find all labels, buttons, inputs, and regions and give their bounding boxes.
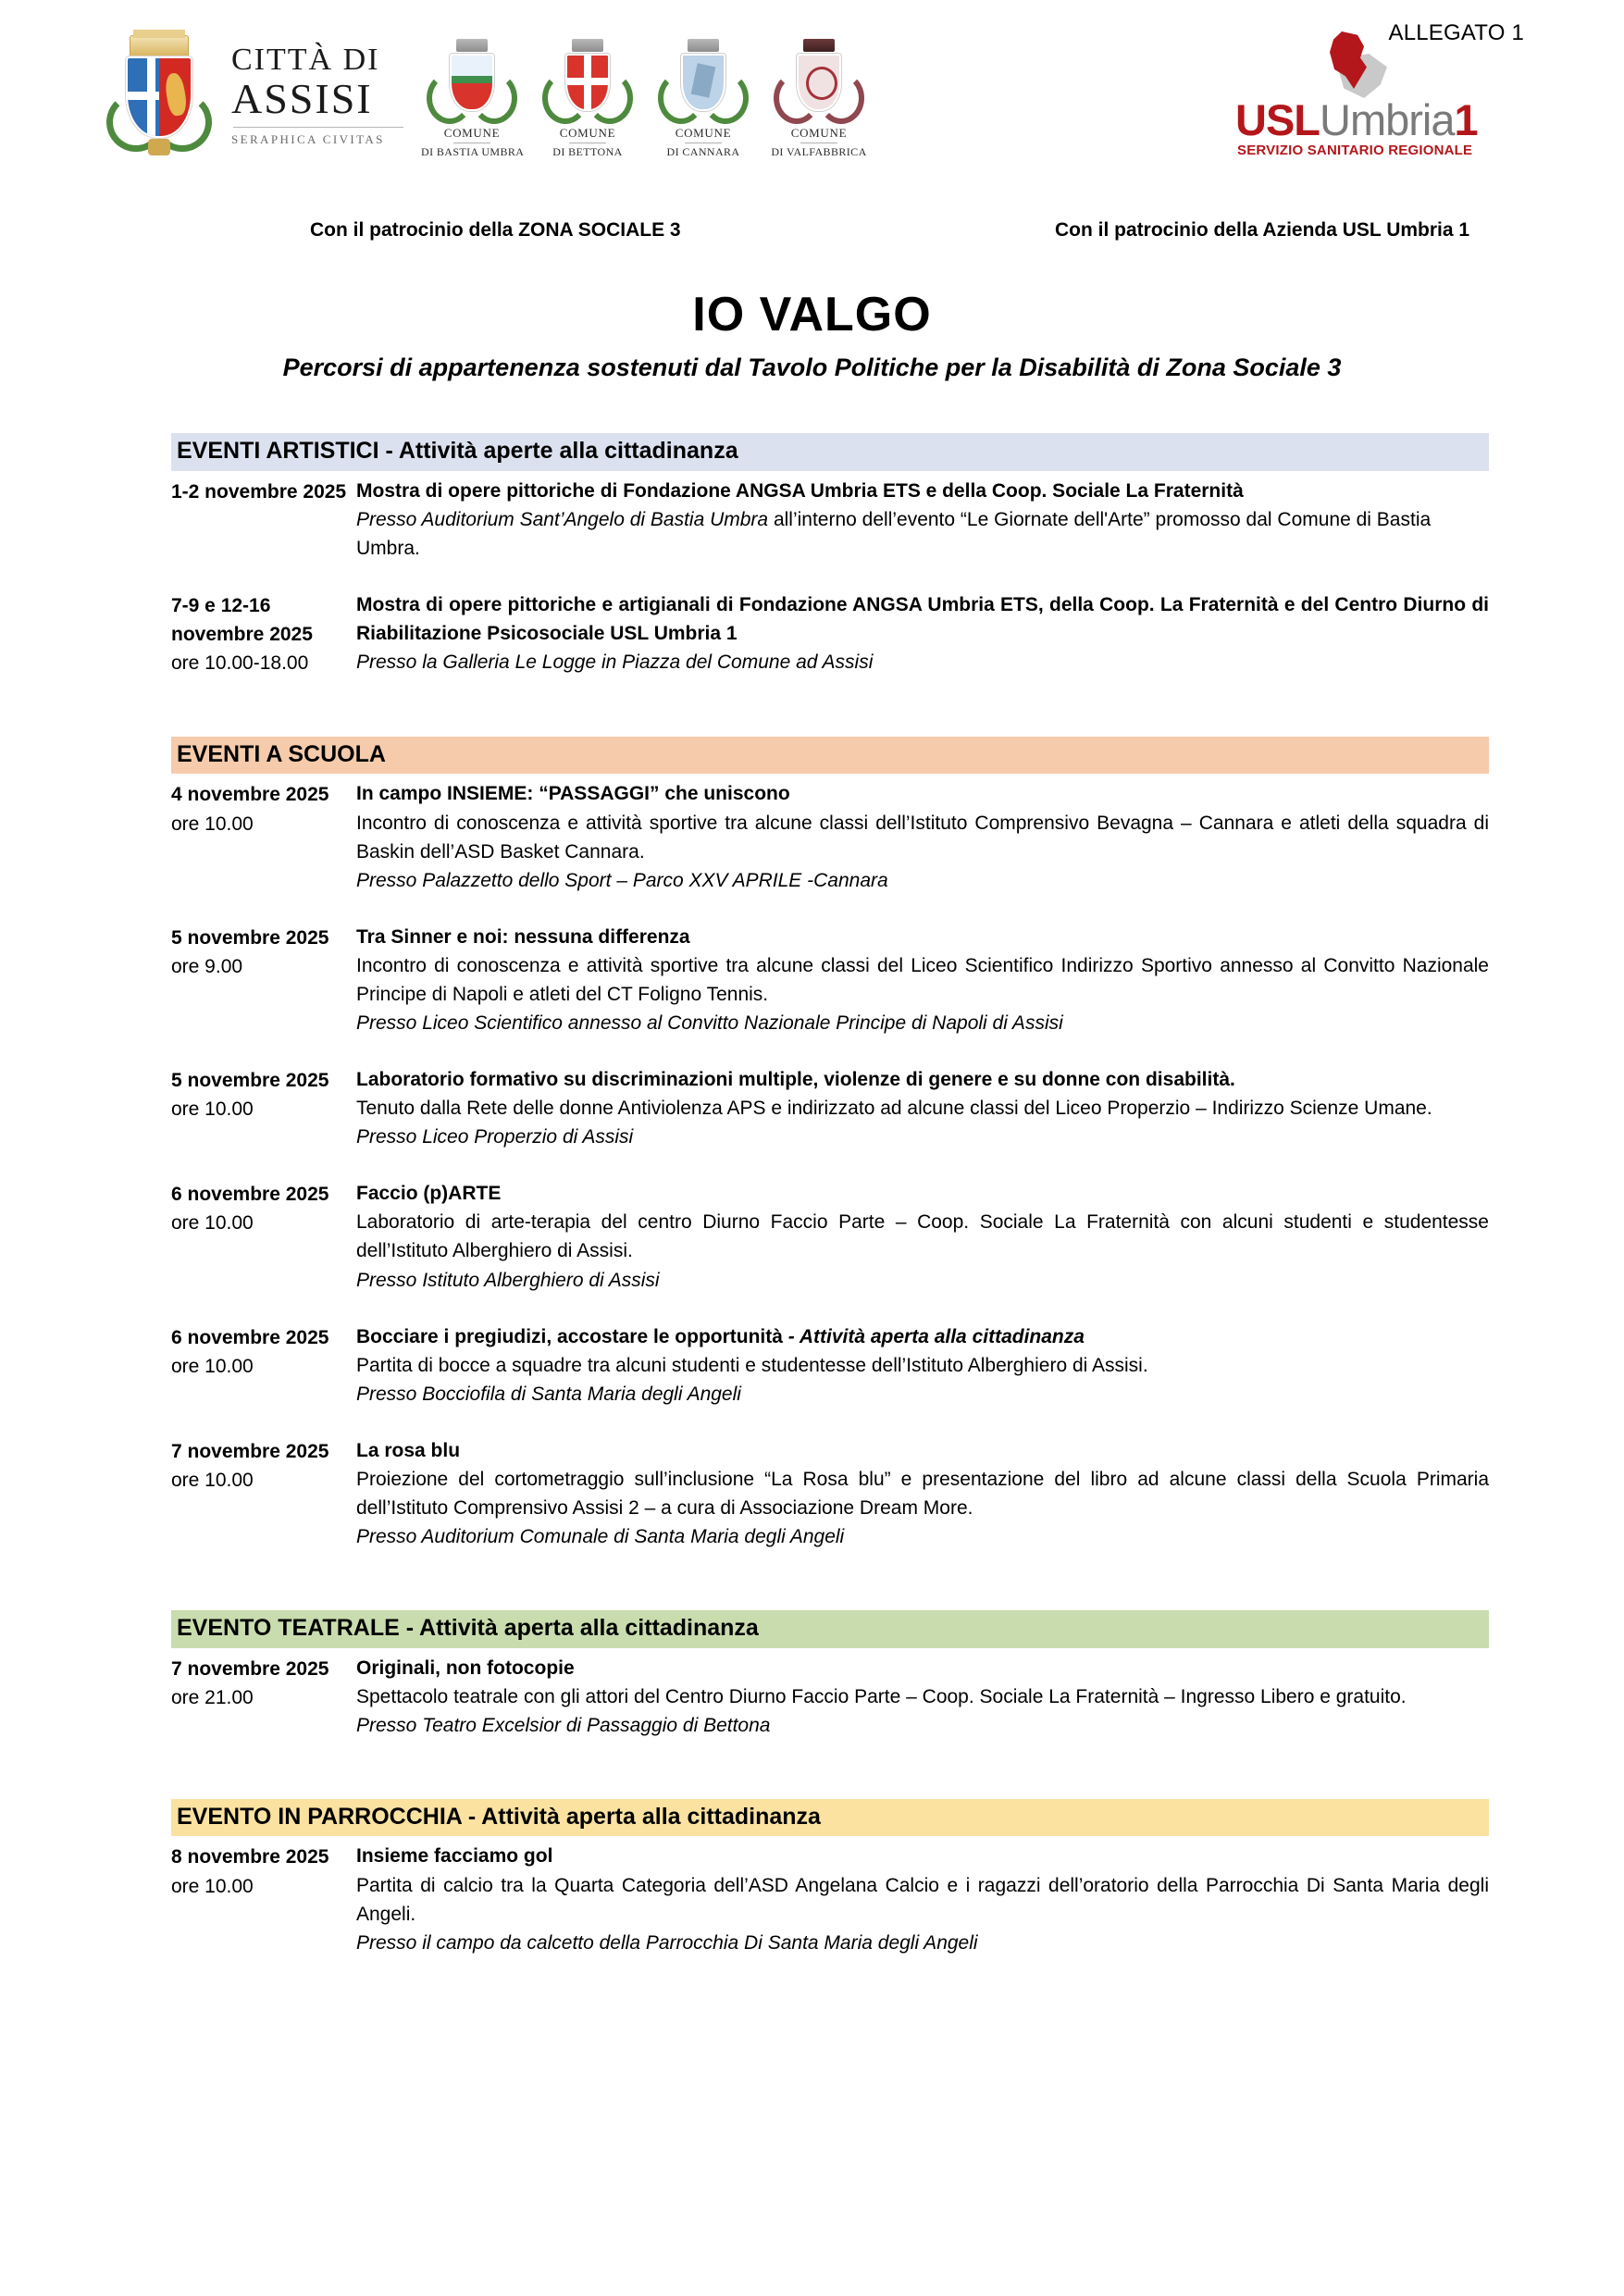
event-time: ore 10.00 [171, 813, 254, 835]
event-date: 7-9 e 12-16 novembre 2025 [171, 594, 313, 645]
event-title [356, 477, 1489, 505]
assisi-logo-line2: ASSISI [231, 74, 373, 122]
assisi-logo-line1: CITTÀ DI [231, 42, 380, 77]
event-body [356, 1842, 1489, 1956]
coat-of-arms-icon [421, 39, 523, 128]
event-place-text: Presso Teatro Excelsior di Passaggio di Bettona [356, 1714, 771, 1736]
event-time: ore 10.00-18.00 [171, 652, 309, 674]
comune-label-bottom: DI CANNARA [666, 145, 740, 158]
event-date: 5 novembre 2025 [171, 926, 329, 949]
event-body [356, 1654, 1489, 1740]
event-place-text: Presso Auditorium Comunale di Santa Maria degli Angeli [356, 1526, 845, 1548]
event-date: 8 novembre 2025 [171, 1846, 329, 1868]
event-description: Tenuto dalla Rete delle donne Antiviolenza APS e indirizzato ad alcune classi del Liceo Properzio – Indirizzo Scienze Umane. [356, 1098, 1432, 1120]
laurel-wreath-icon [105, 105, 214, 155]
event-description: Laboratorio di arte-terapia del centro Diurno Faccio Parte – Coop. Sociale La Fraternità con alcuni studenti e studentesse dell’Istituto Alberghiero di Assisi. [356, 1211, 1489, 1262]
event-title-text: Mostra di opere pittoriche di Fondazione ANGSA Umbria ETS e della Coop. Sociale La Fraternità [356, 479, 1244, 502]
event-title-text: Originali, non fotocopie [356, 1657, 575, 1679]
comune-valfabbrica-logo [768, 39, 870, 158]
event-place [356, 1711, 1489, 1740]
event-body [356, 923, 1489, 1037]
crown-icon [130, 35, 189, 57]
event-entry [171, 1654, 1489, 1740]
event-entry [171, 477, 1489, 563]
citta-di-assisi-logo [100, 31, 405, 157]
event-title-text: La rosa blu [356, 1439, 461, 1461]
event-entry [171, 1842, 1489, 1956]
coat-of-arms-icon [652, 39, 754, 128]
comune-label-bottom: DI BETTONA [552, 145, 623, 158]
event-title-text: Mostra di opere pittoriche e artigianali di Fondazione ANGSA Umbria ETS, della Coop. La Fraternità e del Centro Diurno di Riabilitazione Psicosociale USL Umbria 1 [356, 593, 1489, 644]
usl-word-2: Umbria [1320, 95, 1455, 144]
allegato-label: ALLEGATO 1 [1388, 20, 1524, 45]
event-entry [171, 779, 1489, 894]
umbria-map-icon [1324, 30, 1393, 100]
comune-label-top: COMUNE [559, 126, 616, 140]
event-entry [171, 923, 1489, 1037]
comune-bettona-logo [537, 39, 638, 158]
section-heading-evento-teatrale: EVENTO TEATRALE - Attività aperta alla cittadinanza [171, 1610, 1489, 1648]
event-time: ore 9.00 [171, 955, 243, 977]
event-place [356, 1009, 1489, 1037]
assisi-logo-line3: SERAPHICA CIVITAS [231, 131, 385, 146]
event-place [356, 1522, 1489, 1551]
event-title-text: Laboratorio formativo su discriminazioni multiple, violenze di genere e su donne con disabilità. [356, 1069, 1235, 1091]
event-place-text: Presso Liceo Scientifico annesso al Convitto Nazionale Principe di Napoli di Assisi [356, 1012, 1063, 1035]
event-time: ore 21.00 [171, 1686, 254, 1708]
event-entry [171, 1436, 1489, 1551]
event-when [171, 477, 356, 506]
usl-umbria-1-logo [1235, 30, 1513, 159]
event-place-text: Presso Istituto Alberghiero di Assisi [356, 1269, 660, 1291]
event-when [171, 1322, 356, 1381]
section-heading-evento-in-parrocchia: EVENTO IN PARROCCHIA - Attività aperta alla cittadinanza [171, 1799, 1489, 1837]
assisi-logo-divider [233, 127, 403, 128]
event-when [171, 923, 356, 981]
event-date: 6 novembre 2025 [171, 1326, 329, 1348]
section-heading-eventi-artistici: EVENTI ARTISTICI - Attività aperte alla cittadinanza [171, 433, 1489, 471]
comune-cannara-logo [652, 39, 754, 158]
event-title [356, 590, 1489, 648]
event-when [171, 779, 356, 838]
comune-label-bottom: DI VALFABBRICA [771, 145, 867, 158]
event-title [356, 1842, 1489, 1870]
coat-of-arms-icon [537, 39, 638, 128]
event-place [356, 1929, 1489, 1957]
event-time: ore 10.00 [171, 1212, 254, 1235]
event-body [356, 1322, 1489, 1409]
coat-of-arms-icon [768, 39, 870, 128]
comune-label-top: COMUNE [790, 126, 848, 140]
usl-word-3: 1 [1454, 95, 1478, 144]
event-date: 5 novembre 2025 [171, 1070, 329, 1092]
comune-bastia-umbra-logo [421, 39, 525, 158]
event-title-text: Faccio (p)ARTE [356, 1183, 502, 1205]
event-date: 1-2 novembre 2025 [171, 480, 347, 503]
event-title [356, 1179, 1489, 1208]
event-description: Spettacolo teatrale con gli attori del Centro Diurno Faccio Parte – Coop. Sociale La Fraternità – Ingresso Libero e gratuito. [356, 1685, 1407, 1707]
event-when [171, 1179, 356, 1237]
event-time: ore 10.00 [171, 1098, 254, 1121]
event-title [356, 1654, 1489, 1682]
event-place [356, 1266, 1489, 1295]
event-title-text: Tra Sinner e noi: nessuna differenza [356, 925, 690, 948]
usl-logo-wordmark [1235, 95, 1513, 144]
event-body [356, 477, 1489, 563]
event-place-note: all’interno dell’evento “Le Giornate dell'Arte” promosso dal Comune di Bastia Umbra. [356, 508, 1432, 559]
patrocinio-usl: Con il patrocinio della Azienda USL Umbria 1 [1055, 219, 1470, 241]
comune-label-bottom: DI BASTIA UMBRA [421, 145, 525, 158]
event-title [356, 1436, 1489, 1465]
event-place-text: Presso la Galleria Le Logge in Piazza del Comune ad Assisi [356, 651, 874, 673]
page-subtitle: Percorsi di appartenenza sostenuti dal Tavolo Politiche per la Disabilità di Zona Sociale 3 [282, 354, 1342, 381]
event-when [171, 1436, 356, 1495]
event-body [356, 779, 1489, 894]
event-place-text: Presso Bocciofila di Santa Maria degli Angeli [356, 1383, 741, 1405]
comune-label-top: COMUNE [443, 126, 501, 140]
event-place [356, 866, 1489, 895]
event-time: ore 10.00 [171, 1355, 254, 1377]
event-date: 7 novembre 2025 [171, 1440, 329, 1462]
event-date: 4 novembre 2025 [171, 784, 329, 806]
event-description: Incontro di conoscenza e attività sportive tra alcune classi dell’Istituto Comprensivo Bevagna – Cannara e atleti della squadra di Baskin dell’ASD Basket Cannara. [356, 812, 1489, 863]
assisi-coat-of-arms-icon [100, 31, 218, 157]
event-entry [171, 1065, 1489, 1151]
event-place [356, 1380, 1489, 1409]
event-body [356, 1065, 1489, 1151]
event-entry [171, 1179, 1489, 1294]
usl-word-1: USL [1235, 95, 1320, 144]
event-description: Partita di bocce a squadre tra alcuni studenti e studentesse dell’Istituto Alberghiero di Assisi. [356, 1354, 1148, 1376]
event-place-text: Presso Auditorium Sant’Angelo di Bastia Umbra [356, 508, 769, 530]
event-time: ore 10.00 [171, 1469, 254, 1491]
event-body [356, 1436, 1489, 1551]
event-entry [171, 590, 1489, 677]
comune-label-top: COMUNE [675, 126, 732, 140]
page-title: IO VALGO [692, 288, 932, 341]
event-title [356, 779, 1489, 808]
section-gap [171, 1579, 1489, 1610]
event-title-text: Insieme facciamo gol [356, 1845, 553, 1868]
event-description: Incontro di conoscenza e attività sportive tra alcune classi del Liceo Scientifico Indirizzo Sportivo annesso al Convitto Nazionale Principe di Napoli e atleti del CT Foligno Tennis. [356, 954, 1489, 1005]
event-date: 7 novembre 2025 [171, 1657, 329, 1680]
event-place [356, 1123, 1489, 1151]
event-place [356, 648, 1489, 676]
event-title [356, 1322, 1489, 1351]
events-container [171, 433, 1489, 1985]
assisi-logo-text [231, 44, 403, 145]
event-description: Proiezione del cortometraggio sull’inclusione “La Rosa blu” e presentazione del libro ad alcune classi della Scuola Primaria dell’Istituto Comprensivo Assisi 2 – a cura di Associazione Dream More. [356, 1468, 1489, 1520]
event-title [356, 1065, 1489, 1094]
event-title-text: In campo INSIEME: “PASSAGGI” che uniscono [356, 783, 790, 805]
event-date: 6 novembre 2025 [171, 1184, 329, 1206]
event-body [356, 590, 1489, 676]
event-time: ore 10.00 [171, 1875, 254, 1897]
event-when [171, 590, 356, 677]
event-title-note: - Attività aperta alla cittadinanza [787, 1325, 1085, 1347]
event-description: Partita di calcio tra la Quarta Categoria dell’ASD Angelana Calcio e i ragazzi dell’oratorio della Parrocchia Di Santa Maria degli Angeli. [356, 1874, 1489, 1925]
section-gap [171, 1768, 1489, 1799]
patrocinio-zona-sociale: Con il patrocinio della ZONA SOCIALE 3 [310, 219, 681, 241]
event-when [171, 1842, 356, 1900]
event-title-text: Bocciare i pregiudizi, accostare le opportunità [356, 1325, 788, 1347]
usl-logo-subtitle: SERVIZIO SANITARIO REGIONALE [1237, 143, 1473, 158]
event-place [356, 505, 1489, 563]
event-when [171, 1654, 356, 1712]
section-heading-eventi-a-scuola: EVENTI A SCUOLA [171, 737, 1489, 775]
event-place-text: Presso Palazzetto dello Sport – Parco XXV APRILE -Cannara [356, 869, 888, 891]
event-entry [171, 1322, 1489, 1409]
logo-band [0, 26, 1624, 158]
event-place-text: Presso Liceo Properzio di Assisi [356, 1126, 634, 1148]
event-title [356, 923, 1489, 951]
section-gap [171, 705, 1489, 737]
event-body [356, 1179, 1489, 1294]
event-when [171, 1065, 356, 1123]
event-place-text: Presso il campo da calcetto della Parrocchia Di Santa Maria degli Angeli [356, 1931, 978, 1954]
